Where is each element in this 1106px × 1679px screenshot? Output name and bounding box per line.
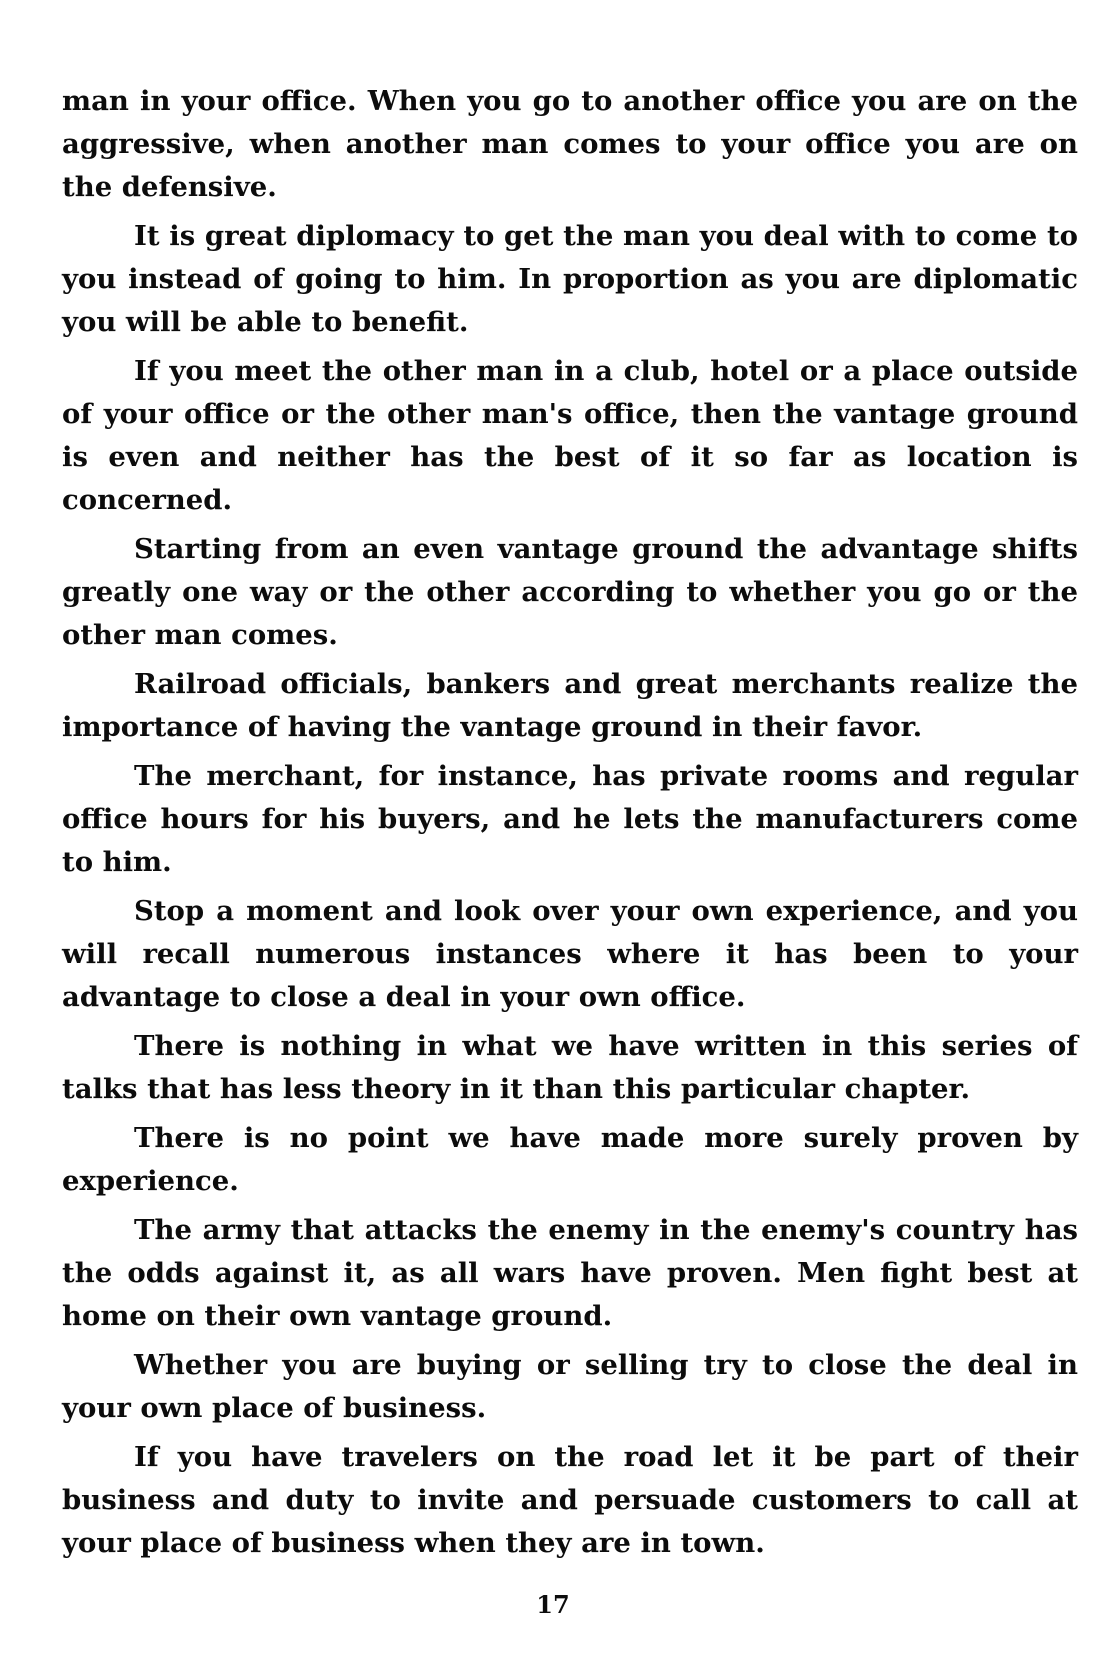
- paragraph-11: Whether you are buying or selling try to close the deal in your own place of business.: [62, 1349, 1078, 1424]
- paragraph-2: It is great diplomacy to get the man you deal with to come to you instead of going to him. In proportion as you are diplomatic you will be able to benefit.: [62, 220, 1078, 338]
- paragraph-10: The army that attacks the enemy in the enemy's country has the odds against it, as all wars have proven. Men fight best at home on their own vantage ground.: [62, 1214, 1078, 1332]
- paragraph-3: If you meet the other man in a club, hotel or a place outside of your office or the other man's office, then the vantage ground is even and neither has the best of it so far as location is concerned.: [62, 355, 1078, 516]
- page-number: 17: [536, 1590, 570, 1619]
- paragraph-12: If you have travelers on the road let it be part of their business and duty to invite and persuade customers to call at your place of business when they are in town.: [62, 1441, 1078, 1559]
- body-text: [62, 80, 1078, 1571]
- paragraph-9: There is no point we have made more surely proven by experience.: [62, 1122, 1078, 1197]
- paragraph-7: Stop a moment and look over your own experience, and you will recall numerous instances where it has been to your advantage to close a deal in your own office.: [62, 895, 1078, 1013]
- paragraph-1: man in your office. When you go to another office you are on the aggressive, when another man comes to your office you are on the defensive.: [62, 85, 1078, 203]
- paragraph-5: Railroad officials, bankers and great merchants realize the importance of having the vantage ground in their favor.: [62, 668, 1078, 743]
- paragraph-8: There is nothing in what we have written in this series of talks that has less theory in it than this particular chapter.: [62, 1030, 1078, 1105]
- paragraph-4: Starting from an even vantage ground the advantage shifts greatly one way or the other according to whether you go or the other man comes.: [62, 533, 1078, 651]
- paragraph-6: The merchant, for instance, has private rooms and regular office hours for his buyers, and he lets the manufacturers come to him.: [62, 760, 1078, 878]
